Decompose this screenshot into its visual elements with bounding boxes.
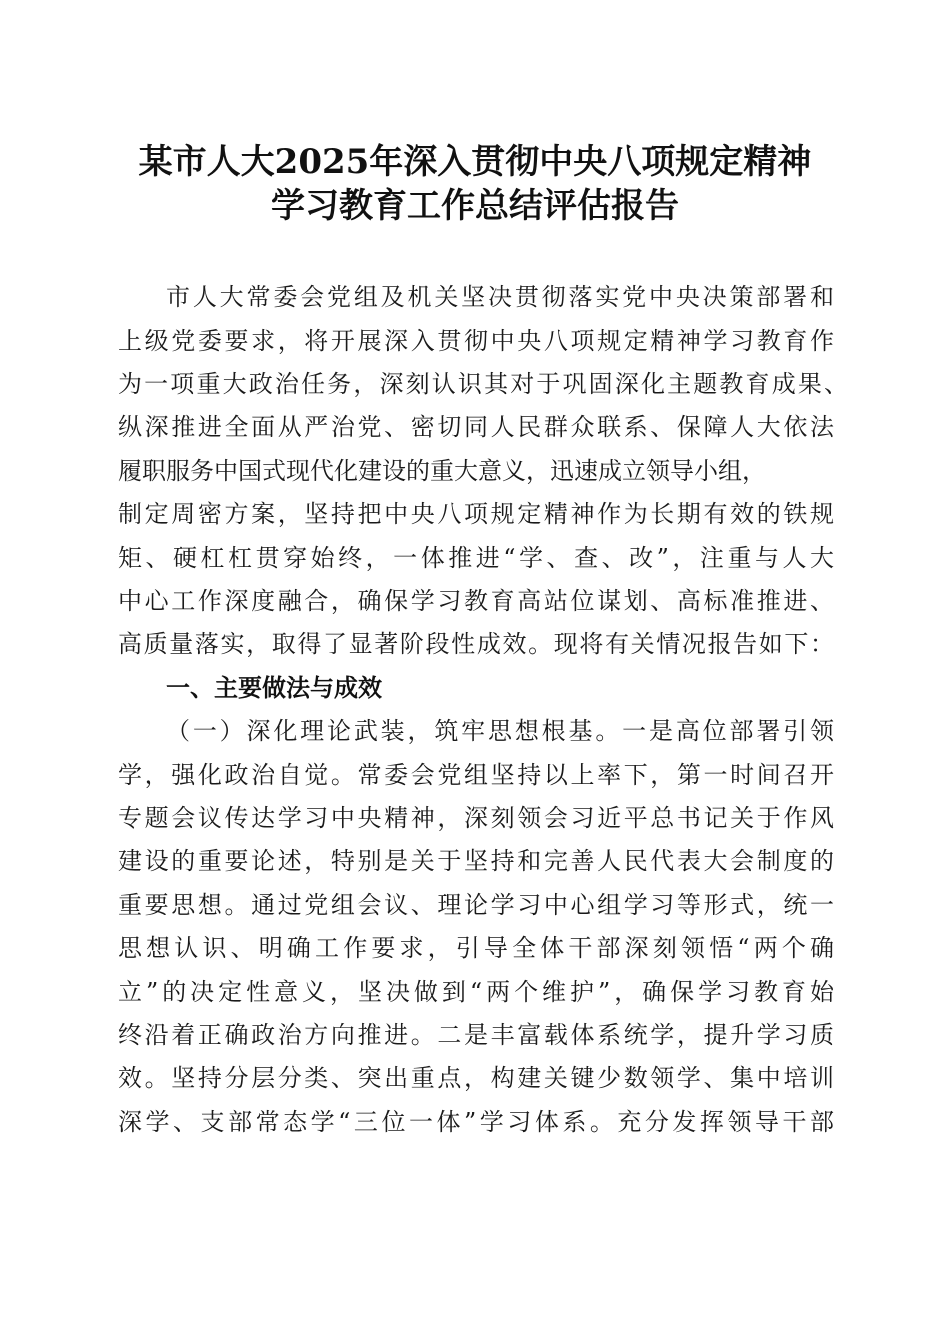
body-line: 专题会议传达学习中央精神，深刻领会习近平总书记关于作风 bbox=[118, 804, 834, 832]
document-title-line-1: 某市人大2025年深入贯彻中央八项规定精神 bbox=[138, 142, 812, 182]
document-title-line-2: 学习教育工作总结评估报告 bbox=[271, 186, 679, 226]
intro-line: 高质量落实，取得了显著阶段性成效。现将有关情况报告如下： bbox=[118, 630, 834, 658]
body-line: 深学、支部常态学“三位一体”学习体系。充分发挥领导干部 bbox=[118, 1108, 834, 1136]
body-line: 立”的决定性意义，坚决做到“两个维护”，确保学习教育始 bbox=[118, 978, 834, 1006]
body-line: 效。坚持分层分类、突出重点，构建关键少数领学、集中培训 bbox=[118, 1064, 834, 1092]
intro-line: 制定周密方案，坚持把中央八项规定精神作为长期有效的铁规 bbox=[118, 500, 834, 528]
body-line: （一）深化理论武装，筑牢思想根基。一是高位部署引领 bbox=[166, 717, 834, 745]
intro-line: 纵深推进全面从严治党、密切同人民群众联系、保障人大依法 bbox=[118, 413, 834, 441]
section-heading: 一、主要做法与成效 bbox=[166, 674, 382, 702]
intro-line: 履职服务中国式现代化建设的重大意义，迅速成立领导小组， bbox=[118, 457, 766, 485]
intro-line: 市人大常委会党组及机关坚决贯彻落实党中央决策部署和 bbox=[166, 283, 834, 311]
body-line: 学，强化政治自觉。常委会党组坚持以上率下，第一时间召开 bbox=[118, 761, 834, 789]
body-line: 重要思想。通过党组会议、理论学习中心组学习等形式，统一 bbox=[118, 891, 834, 919]
intro-line: 中心工作深度融合，确保学习教育高站位谋划、高标准推进、 bbox=[118, 587, 834, 615]
intro-line: 上级党委要求，将开展深入贯彻中央八项规定精神学习教育作 bbox=[118, 327, 834, 355]
intro-line: 矩、硬杠杠贯穿始终，一体推进“学、查、改”，注重与人大 bbox=[118, 544, 834, 572]
body-line: 思想认识、明确工作要求，引导全体干部深刻领悟“两个确 bbox=[118, 934, 834, 962]
body-line: 终沿着正确政治方向推进。二是丰富载体系统学，提升学习质 bbox=[118, 1021, 834, 1049]
body-line: 建设的重要论述，特别是关于坚持和完善人民代表大会制度的 bbox=[118, 847, 834, 875]
intro-line: 为一项重大政治任务，深刻认识其对于巩固深化主题教育成果、 bbox=[118, 370, 848, 398]
